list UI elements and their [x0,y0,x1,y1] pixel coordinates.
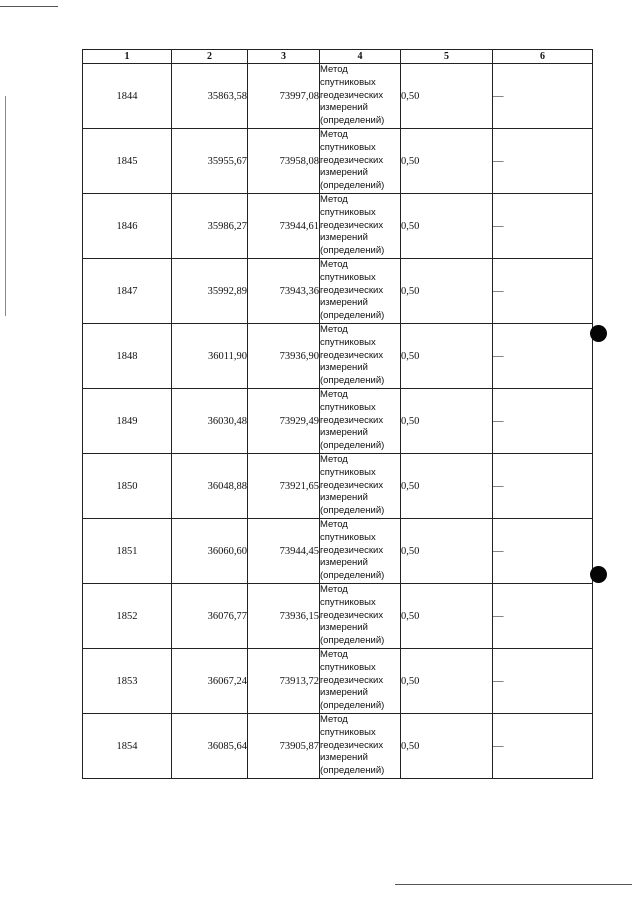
column-header: 2 [172,50,248,64]
method-line: измерений [320,232,368,244]
method-line: спутниковых [320,596,376,608]
table-body [83,64,593,779]
method-line: измерений [320,687,368,699]
method-cell [320,129,401,194]
column-header: 4 [320,50,401,64]
method-line: спутниковых [320,401,376,413]
point-number-cell: 1852 [83,584,172,649]
point-number-cell: 1851 [83,519,172,584]
y-coordinate-cell: 73905,87 [248,714,320,779]
x-coordinate-cell: 36067,24 [172,649,248,714]
method-line: Метод [320,129,348,140]
method-line: измерений [320,492,368,504]
method-line: геодезических [320,89,384,101]
column-header: 1 [83,50,172,64]
method-cell [320,194,401,259]
scan-edge-line [5,96,6,316]
x-coordinate-cell: 36048,88 [172,454,248,519]
table-row [83,129,593,194]
method-line: Метод [320,259,348,270]
point-number-cell: 1845 [83,129,172,194]
method-cell [320,519,401,584]
description-cell: — [493,454,593,519]
method-line: измерений [320,167,368,179]
binder-hole [590,566,607,583]
point-number-cell: 1853 [83,649,172,714]
method-line: измерений [320,102,368,114]
table-row [83,714,593,779]
method-line: спутниковых [320,76,376,88]
table-row [83,584,593,649]
accuracy-cell: 0,50 [401,519,493,584]
y-coordinate-cell: 73958,08 [248,129,320,194]
scan-edge-line [395,884,632,885]
accuracy-cell: 0,50 [401,454,493,519]
method-line: спутниковых [320,661,376,673]
method-cell [320,389,401,454]
accuracy-cell: 0,50 [401,714,493,779]
point-number-cell: 1850 [83,454,172,519]
description-cell: — [493,324,593,389]
method-line: (определений) [320,180,385,192]
method-line: (определений) [320,765,385,777]
method-cell [320,324,401,389]
point-number-cell: 1847 [83,259,172,324]
x-coordinate-cell: 36076,77 [172,584,248,649]
y-coordinate-cell: 73944,45 [248,519,320,584]
column-header: 6 [493,50,593,64]
y-coordinate-cell: 73913,72 [248,649,320,714]
x-coordinate-cell: 36060,60 [172,519,248,584]
method-line: геодезических [320,414,384,426]
method-line: измерений [320,362,368,374]
method-cell [320,714,401,779]
method-line: измерений [320,557,368,569]
y-coordinate-cell: 73936,15 [248,584,320,649]
column-header: 3 [248,50,320,64]
y-coordinate-cell: 73944,61 [248,194,320,259]
description-cell: — [493,259,593,324]
description-cell: — [493,389,593,454]
method-line: (определений) [320,245,385,257]
method-line: геодезических [320,609,384,621]
method-line: спутниковых [320,271,376,283]
method-line: спутниковых [320,206,376,218]
accuracy-cell: 0,50 [401,194,493,259]
accuracy-cell: 0,50 [401,64,493,129]
accuracy-cell: 0,50 [401,324,493,389]
method-line: измерений [320,427,368,439]
method-line: геодезических [320,219,384,231]
method-line: (определений) [320,570,385,582]
description-cell: — [493,194,593,259]
method-line: геодезических [320,544,384,556]
description-cell: — [493,714,593,779]
method-cell [320,454,401,519]
accuracy-cell: 0,50 [401,649,493,714]
method-line: спутниковых [320,141,376,153]
scan-edge-line [0,6,58,7]
x-coordinate-cell: 35863,58 [172,64,248,129]
description-cell: — [493,64,593,129]
method-line: Метод [320,64,348,75]
method-line: измерений [320,752,368,764]
table-row [83,259,593,324]
y-coordinate-cell: 73936,90 [248,324,320,389]
method-line: спутниковых [320,531,376,543]
table-row [83,649,593,714]
method-cell [320,649,401,714]
method-line: геодезических [320,154,384,166]
column-header: 5 [401,50,493,64]
method-line: измерений [320,297,368,309]
table-row [83,519,593,584]
accuracy-cell: 0,50 [401,389,493,454]
description-cell: — [493,649,593,714]
method-cell [320,584,401,649]
point-number-cell: 1844 [83,64,172,129]
method-line: геодезических [320,349,384,361]
method-line: геодезических [320,284,384,296]
point-number-cell: 1846 [83,194,172,259]
x-coordinate-cell: 35955,67 [172,129,248,194]
method-line: (определений) [320,700,385,712]
table-header-row [83,50,593,64]
x-coordinate-cell: 36085,64 [172,714,248,779]
x-coordinate-cell: 36030,48 [172,389,248,454]
method-line: (определений) [320,115,385,127]
table-row [83,194,593,259]
method-line: Метод [320,389,348,400]
method-line: измерений [320,622,368,634]
binder-hole [590,325,607,342]
table-row [83,389,593,454]
method-line: геодезических [320,479,384,491]
method-line: Метод [320,714,348,725]
method-line: Метод [320,324,348,335]
table-row [83,64,593,129]
accuracy-cell: 0,50 [401,129,493,194]
method-line: геодезических [320,739,384,751]
accuracy-cell: 0,50 [401,584,493,649]
method-line: спутниковых [320,336,376,348]
description-cell: — [493,129,593,194]
point-number-cell: 1849 [83,389,172,454]
method-line: спутниковых [320,466,376,478]
method-cell [320,259,401,324]
method-line: Метод [320,194,348,205]
method-line: (определений) [320,505,385,517]
x-coordinate-cell: 35992,89 [172,259,248,324]
method-line: (определений) [320,635,385,647]
method-line: спутниковых [320,726,376,738]
x-coordinate-cell: 36011,90 [172,324,248,389]
method-line: Метод [320,584,348,595]
method-line: (определений) [320,375,385,387]
method-cell [320,64,401,129]
accuracy-cell: 0,50 [401,259,493,324]
description-cell: — [493,519,593,584]
method-line: (определений) [320,440,385,452]
method-line: Метод [320,519,348,530]
description-cell: — [493,584,593,649]
point-number-cell: 1854 [83,714,172,779]
y-coordinate-cell: 73943,36 [248,259,320,324]
method-line: (определений) [320,310,385,322]
table-row [83,454,593,519]
y-coordinate-cell: 73929,49 [248,389,320,454]
y-coordinate-cell: 73921,65 [248,454,320,519]
method-line: Метод [320,454,348,465]
table-row [83,324,593,389]
method-line: Метод [320,649,348,660]
method-line: геодезических [320,674,384,686]
point-number-cell: 1848 [83,324,172,389]
y-coordinate-cell: 73997,08 [248,64,320,129]
x-coordinate-cell: 35986,27 [172,194,248,259]
coordinates-table [82,49,593,779]
